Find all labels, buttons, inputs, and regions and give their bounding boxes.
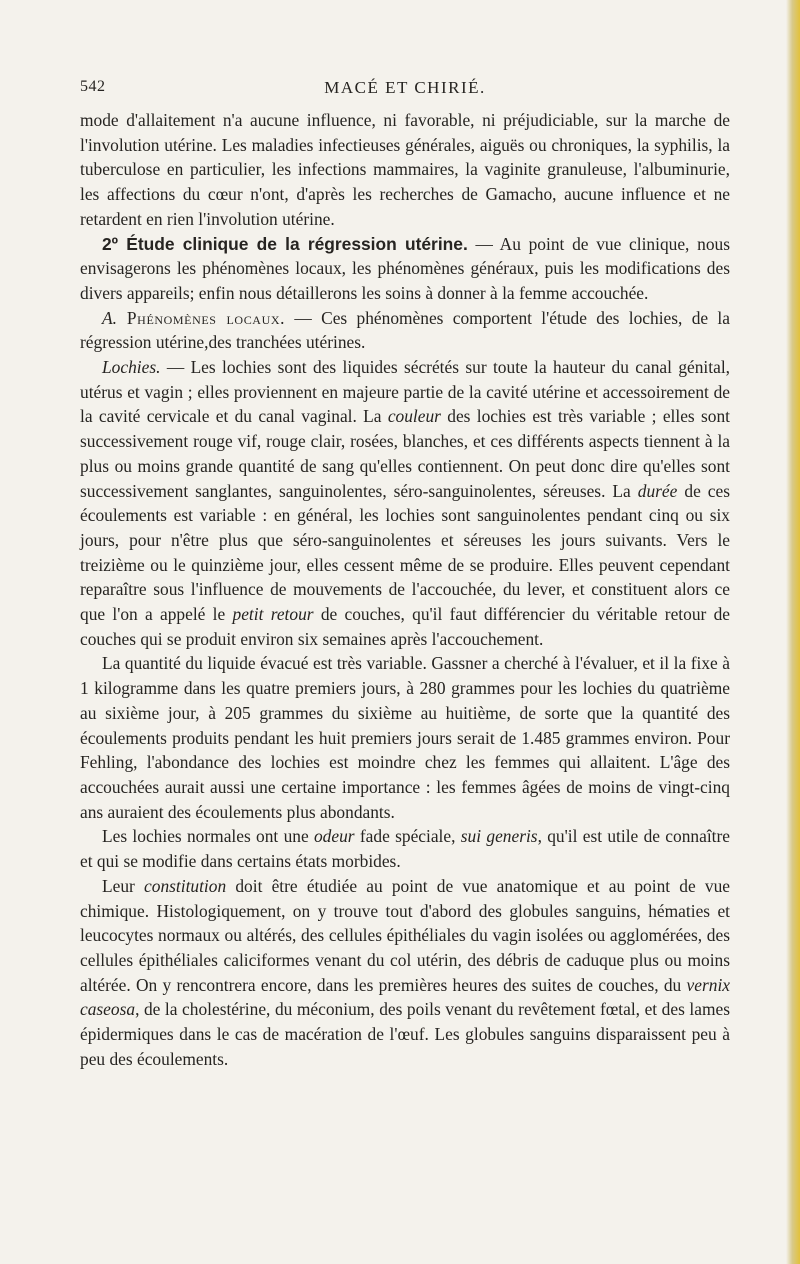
petit-retour-term: petit retour	[232, 604, 314, 625]
paragraph-7-text-b: doit être étudiée au point de vue anatomique et au point de vue chimique. Histologiquement, on y trouve tout d'abord des globules sanguins, hématies et leucocytes normaux ou altérés, des cellules épithéliales du vagin isolées ou agglomérées, des cellules épithéliales caliciformes venant du col utérin, des débris de caduque plus ou moins altérée. On y rencontrera encore, dans les premières heures des suites de couches, du	[80, 875, 730, 995]
body-text	[80, 108, 730, 1071]
subsection-letter: A.	[102, 307, 117, 328]
couleur-term: couleur	[387, 406, 441, 427]
running-title: MACÉ ET CHIRIÉ.	[324, 78, 486, 97]
sui-generis-term: sui generis	[460, 826, 538, 847]
paragraph-4	[80, 355, 730, 651]
paragraph-5-text: La quantité du liquide évacué est très variable. Gassner a cherché à l'évaluer, et il la fixe à 1 kilogramme dans les quatre premiers jours, à 280 grammes pour les lochies du quatrième au sixième jour, à 205 grammes du sixième au huitième, de sorte que la quantité des écoulements produits pendant les huit premiers jours serait de 1.485 grammes environ. Pour Fehling, l'abondance des lochies est moindre chez les femmes qui allaitent. L'âge des accouchées aurait aussi une certaine importance : les femmes âgées de moins de vingt-cinq ans auraient des écoulements plus abondants.	[80, 653, 730, 822]
paragraph-7-text-c: , de la cholestérine, du méconium, des poils venant du revêtement fœtal, et des lames épidermiques dans le cas de macération de l'œuf. Les globules sanguins disparaissent peu à peu des écoulements.	[80, 999, 730, 1069]
constitution-term: constitution	[144, 875, 227, 896]
lochies-term: Lochies.	[102, 357, 161, 378]
odeur-term: odeur	[313, 826, 355, 847]
duree-term: durée	[637, 480, 678, 501]
paragraph-4-text-b: des lochies est très variable ; elles sont successivement rouge vif, rouge clair, rosées, blanches, et ces différents aspects tiennent à la plus ou moins grande quantité de sang qu'elles contiennent. On peut donc dire qu'elles sont successivement sanglantes, sanguinolentes, séro-sanguinolentes, séreuses. La	[80, 406, 730, 501]
running-head	[80, 78, 730, 104]
paragraph-6	[80, 824, 730, 873]
book-page	[80, 78, 730, 1071]
paragraph-5	[80, 651, 730, 824]
page-edge	[786, 0, 800, 1264]
paragraph-7	[80, 874, 730, 1072]
paragraph-3	[80, 306, 730, 355]
paragraph-6-text-c: , qu'il est utile de connaître et qui se modifie dans certains états morbides.	[80, 826, 730, 872]
paragraph-4-text-d: de couches, qu'il faut différencier du véritable retour de couches qui se produit environ six semaines après l'accouchement.	[80, 604, 730, 649]
page-number: 542	[80, 78, 106, 95]
paragraph-2	[80, 232, 730, 306]
paragraph-3-text: — Ces phénomènes comportent l'étude des lochies, de la régression utérine,des tranchées utérines.	[80, 307, 730, 353]
subsection-heading: Phénomènes locaux.	[116, 307, 286, 328]
vernix-caseosa-term: vernix caseosa	[80, 974, 730, 1020]
paragraph-6-text-b: fade spéciale,	[354, 826, 461, 847]
paragraph-4-text-c: de ces écoulements est variable : en général, les lochies sont sanguinolentes pendant cinq ou six jours, pour n'être plus que séro-sanguinolentes et séreuses les jours suivants. Vers le treizième ou le quinzième jour, elles cessent même de se produire. Elles peuvent cependant reparaître sous l'influence de mouvements de l'accouchée, du lever, et constituent alors ce que l'on a appelé le	[80, 480, 730, 625]
paragraph-6-text-a: Les lochies normales ont une	[102, 826, 314, 847]
paragraph-2-text: — Au point de vue clinique, nous envisagerons les phénomènes locaux, les phénomènes généraux, puis les modifications des divers appareils; enfin nous détaillerons les soins à donner à la femme accouchée.	[80, 233, 730, 303]
paragraph-1	[80, 108, 730, 232]
paragraph-1-text: mode d'allaitement n'a aucune influence, ni favorable, ni préjudiciable, sur la marche de l'involution utérine. Les maladies infectieuses générales, aiguës ou chroniques, la syphilis, la tuberculose en particulier, les infections mammaires, la vaginite granuleuse, l'albuminurie, les affections du cœur n'ont, d'après les recherches de Gamacho, aucune influence et ne retardent en rien l'involution utérine.	[80, 110, 730, 229]
paragraph-4-text-a: — Les lochies sont des liquides sécrétés sur toute la hauteur du canal génital, utérus et vagin ; elles proviennent en majeure partie de la cavité utérine et accessoirement de la cavité cervicale et du canal vaginal. La	[80, 357, 730, 427]
paragraph-7-text-a: Leur	[102, 875, 145, 896]
section-heading: 2º Étude clinique de la régression utérine.	[102, 233, 468, 254]
